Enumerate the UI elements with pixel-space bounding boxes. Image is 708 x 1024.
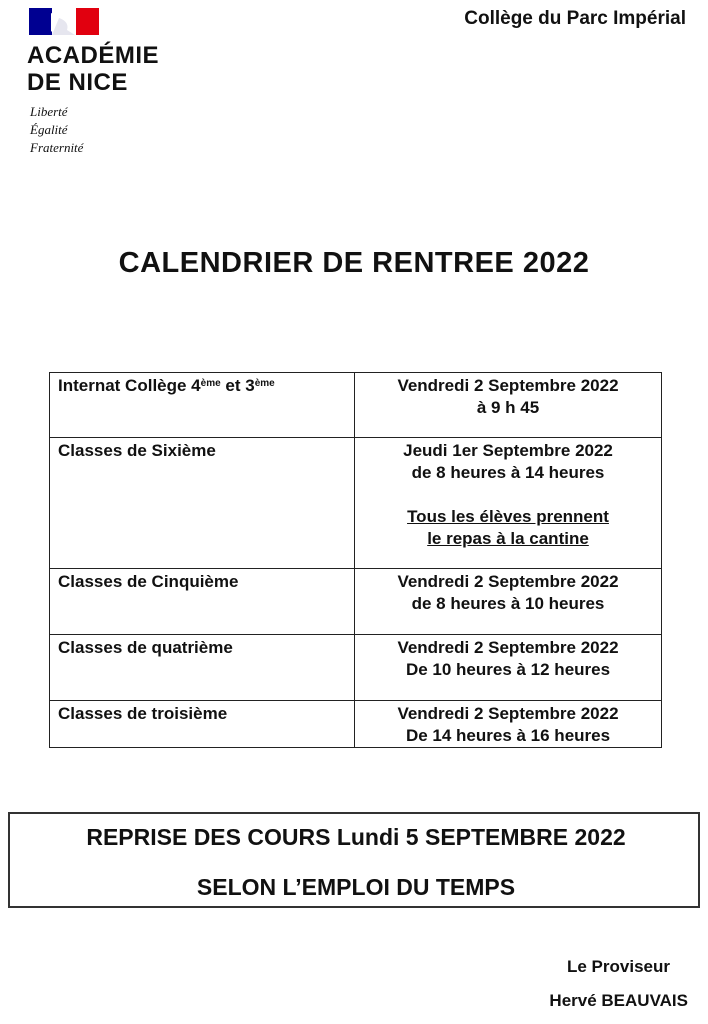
- motto-fraternite: Fraternité: [30, 140, 84, 155]
- schedule-table: [49, 372, 662, 748]
- banner-reprise-text: REPRISE DES COURS Lundi 5 SEPTEMBRE 2022: [86, 824, 626, 850]
- row-date: Jeudi 1er Septembre 2022 de 8 heures à 14 heures Tous les élèves prennent le repas à la cantine: [355, 438, 662, 569]
- table-row: [50, 701, 662, 748]
- document-title: CALENDRIER DE RENTREE 2022: [118, 247, 590, 279]
- signature-role: Le Proviseur: [567, 957, 670, 976]
- row-date: Vendredi 2 Septembre 2022 De 14 heures à 16 heures: [355, 701, 662, 748]
- college-name: Collège du Parc Impérial: [464, 8, 686, 29]
- row-label: Classes de Cinquième: [50, 569, 355, 635]
- row-label: Classes de troisième: [50, 701, 355, 748]
- republic-motto: [30, 103, 83, 157]
- row-label: Internat Collège 4ème et 3ème: [50, 373, 355, 438]
- reprise-banner: [8, 812, 700, 908]
- cantine-note-line-2: le repas à la cantine: [427, 529, 589, 548]
- signature-name: Hervé BEAUVAIS: [549, 991, 688, 1010]
- table-row: [50, 373, 662, 438]
- academie-line-2: DE NICE: [27, 69, 128, 96]
- cantine-note-line-1: Tous les élèves prennent: [407, 507, 609, 526]
- row-label: Classes de Sixième: [50, 438, 355, 569]
- banner-emploi-text: SELON L’EMPLOI DU TEMPS: [196, 874, 516, 900]
- marianne-flag-logo: [29, 8, 99, 35]
- row-date: Vendredi 2 Septembre 2022 à 9 h 45: [355, 373, 662, 438]
- row-date: Vendredi 2 Septembre 2022 De 10 heures à 12 heures: [355, 635, 662, 701]
- motto-egalite: Égalité: [30, 122, 68, 137]
- table-row: [50, 438, 662, 569]
- table-row: [50, 569, 662, 635]
- table-row: [50, 635, 662, 701]
- academie-line-1: ACADÉMIE: [27, 42, 160, 69]
- row-label: Classes de quatrième: [50, 635, 355, 701]
- academie-name: [27, 42, 159, 96]
- motto-liberte: Liberté: [30, 104, 68, 119]
- row-date: Vendredi 2 Septembre 2022 de 8 heures à 10 heures: [355, 569, 662, 635]
